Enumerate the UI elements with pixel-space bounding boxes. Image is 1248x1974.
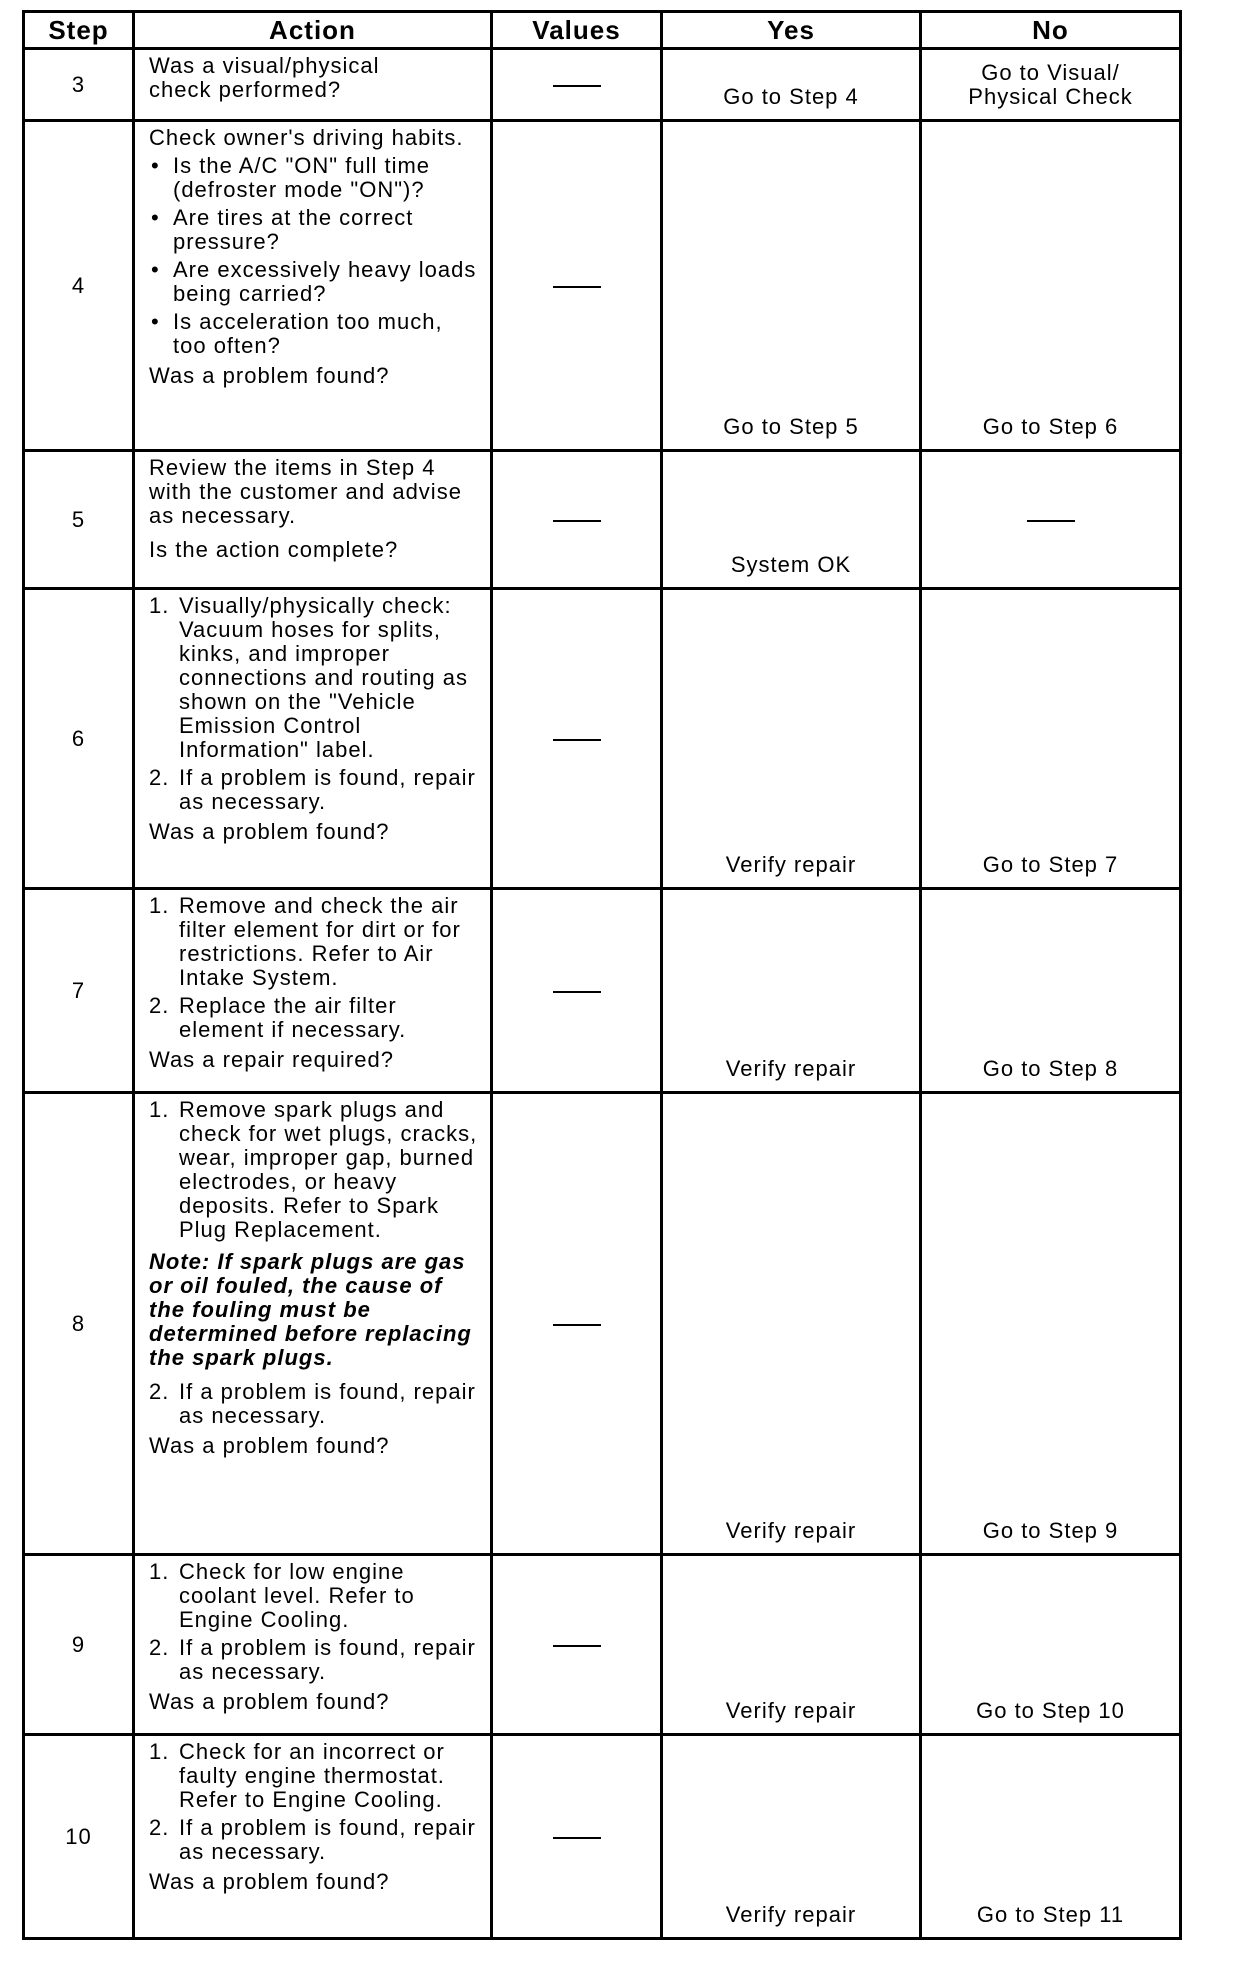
yes-cell	[662, 49, 921, 121]
empty-value-dash	[553, 286, 601, 288]
empty-value-dash	[553, 1324, 601, 1326]
step-text: Replace the air filter element if necessary.	[179, 993, 407, 1042]
yes-result: Verify repair	[725, 1056, 857, 1081]
action-cell	[134, 1093, 492, 1555]
no-cell	[921, 1555, 1181, 1735]
no-cell	[921, 451, 1181, 589]
bullet-text: Are tires at the correct pressure?	[173, 205, 414, 254]
no-result: Go to Step 8	[982, 1056, 1119, 1081]
action-cell	[134, 49, 492, 121]
yes-cell	[662, 451, 921, 589]
no-result: Go to Step 10	[976, 1698, 1125, 1723]
yes-result: Verify repair	[725, 1902, 857, 1927]
action-cell	[134, 1735, 492, 1939]
step-marker: 1.	[149, 893, 170, 918]
no-result: Go to Step 11	[976, 1902, 1125, 1927]
table-row	[24, 889, 1181, 1093]
empty-value-dash	[553, 1837, 601, 1839]
step-number: 3	[24, 49, 134, 121]
step-number: 10	[24, 1735, 134, 1939]
step-marker: 2.	[149, 1635, 170, 1660]
action-question: Was a problem found?	[149, 1869, 390, 1894]
diagnostic-table	[22, 10, 1182, 1940]
values-cell	[492, 1555, 662, 1735]
step-text: Check for low engine coolant level. Refer to Engine Cooling.	[179, 1559, 415, 1632]
step-number: 4	[24, 121, 134, 451]
step-marker: 1.	[149, 1559, 170, 1584]
header-no: No	[921, 12, 1181, 49]
no-cell	[921, 1735, 1181, 1939]
step-number: 7	[24, 889, 134, 1093]
step-text: Check for an incorrect or faulty engine thermostat. Refer to Engine Cooling.	[179, 1739, 445, 1812]
action-question: Is the action complete?	[149, 537, 399, 562]
bullet-marker: •	[151, 309, 160, 334]
bullet-marker: •	[151, 153, 160, 178]
empty-value-dash	[553, 520, 601, 522]
bullet-text: Is acceleration too much, too often?	[173, 309, 443, 358]
header-row	[24, 12, 1181, 49]
step-text: If a problem is found, repair as necessary.	[179, 1635, 476, 1684]
action-line: Was a visual/physical	[149, 53, 380, 78]
yes-result: System OK	[730, 552, 852, 577]
no-cell	[921, 49, 1181, 121]
step-text: Visually/physically check: Vacuum hoses for splits, kinks, and improper connections and routing as shown on the "Vehicle Emission Control Information" label.	[179, 593, 468, 762]
no-result: Go to Step 9	[982, 1518, 1119, 1543]
no-cell	[921, 889, 1181, 1093]
bullet-marker: •	[151, 205, 160, 230]
action-question: Was a repair required?	[149, 1047, 394, 1072]
action-step	[149, 1560, 482, 1632]
bullet-marker: •	[151, 257, 160, 282]
yes-result: Verify repair	[725, 1698, 857, 1723]
no-result: Go to Visual/ Physical Check	[968, 59, 1133, 109]
action-step	[149, 1380, 482, 1428]
yes-cell	[662, 589, 921, 889]
table-row	[24, 1735, 1181, 1939]
values-cell	[492, 1735, 662, 1939]
action-step	[149, 1098, 482, 1242]
action-cell	[134, 451, 492, 589]
values-cell	[492, 589, 662, 889]
action-bullet	[149, 258, 482, 306]
yes-result: Go to Step 4	[723, 84, 859, 109]
action-cell	[134, 889, 492, 1093]
table-row	[24, 589, 1181, 889]
action-cell	[134, 1555, 492, 1735]
table-row	[24, 451, 1181, 589]
yes-cell	[662, 889, 921, 1093]
header-action: Action	[134, 12, 492, 49]
header-yes: Yes	[662, 12, 921, 49]
values-cell	[492, 121, 662, 451]
action-bullet	[149, 206, 482, 254]
diagnostic-table-page	[22, 10, 1179, 1940]
action-bullet	[149, 310, 482, 358]
action-step	[149, 1816, 482, 1864]
values-cell	[492, 1093, 662, 1555]
no-result: Go to Step 7	[982, 852, 1119, 877]
step-text: If a problem is found, repair as necessary.	[179, 765, 476, 814]
header-step: Step	[24, 12, 134, 49]
yes-cell	[662, 1735, 921, 1939]
empty-value-dash	[1027, 520, 1075, 522]
yes-cell	[662, 121, 921, 451]
action-step	[149, 894, 482, 990]
yes-result: Go to Step 5	[723, 414, 859, 439]
yes-cell	[662, 1555, 921, 1735]
action-cell	[134, 121, 492, 451]
step-number: 9	[24, 1555, 134, 1735]
empty-value-dash	[553, 739, 601, 741]
yes-result: Verify repair	[725, 1518, 857, 1543]
action-step	[149, 1740, 482, 1812]
step-marker: 2.	[149, 765, 170, 790]
yes-result: Verify repair	[725, 852, 857, 877]
action-line: check performed?	[149, 77, 342, 102]
step-marker: 2.	[149, 1815, 170, 1840]
empty-value-dash	[553, 991, 601, 993]
action-question: Was a problem found?	[149, 819, 390, 844]
step-marker: 2.	[149, 993, 170, 1018]
step-marker: 2.	[149, 1379, 170, 1404]
action-question: Was a problem found?	[149, 363, 390, 388]
action-cell	[134, 589, 492, 889]
action-question: Was a problem found?	[149, 1689, 390, 1714]
action-step	[149, 594, 482, 762]
step-number: 6	[24, 589, 134, 889]
empty-value-dash	[553, 85, 601, 87]
step-marker: 1.	[149, 1739, 170, 1764]
step-text: If a problem is found, repair as necessary.	[179, 1379, 476, 1428]
values-cell	[492, 49, 662, 121]
table-row	[24, 49, 1181, 121]
header-values: Values	[492, 12, 662, 49]
step-text: If a problem is found, repair as necessary.	[179, 1815, 476, 1864]
action-step	[149, 766, 482, 814]
bullet-text: Is the A/C "ON" full time (defroster mode "ON")?	[173, 153, 431, 202]
step-text: Remove and check the air filter element for dirt or for restrictions. Refer to Air Intake System.	[179, 893, 461, 990]
no-cell	[921, 589, 1181, 889]
no-cell	[921, 121, 1181, 451]
step-number: 8	[24, 1093, 134, 1555]
action-intro: Review the items in Step 4 with the customer and advise as necessary.	[149, 455, 462, 528]
values-cell	[492, 889, 662, 1093]
step-marker: 1.	[149, 1097, 170, 1122]
action-intro: Check owner's driving habits.	[149, 125, 464, 150]
table-row	[24, 1093, 1181, 1555]
step-text: Remove spark plugs and check for wet plugs, cracks, wear, improper gap, burned electrodes, or heavy deposits. Refer to Spark Plug Replacement.	[179, 1097, 478, 1242]
no-result: Go to Step 6	[982, 414, 1119, 439]
action-step	[149, 994, 482, 1042]
table-row	[24, 1555, 1181, 1735]
yes-cell	[662, 1093, 921, 1555]
action-note: Note: If spark plugs are gas or oil fouled, the cause of the fouling must be determined before replacing the spark plugs.	[149, 1249, 472, 1370]
no-cell	[921, 1093, 1181, 1555]
bullet-text: Are excessively heavy loads being carried?	[173, 257, 477, 306]
table-row	[24, 121, 1181, 451]
step-marker: 1.	[149, 593, 170, 618]
step-number: 5	[24, 451, 134, 589]
empty-value-dash	[553, 1645, 601, 1647]
action-bullet	[149, 154, 482, 202]
action-step	[149, 1636, 482, 1684]
values-cell	[492, 451, 662, 589]
action-question: Was a problem found?	[149, 1433, 390, 1458]
